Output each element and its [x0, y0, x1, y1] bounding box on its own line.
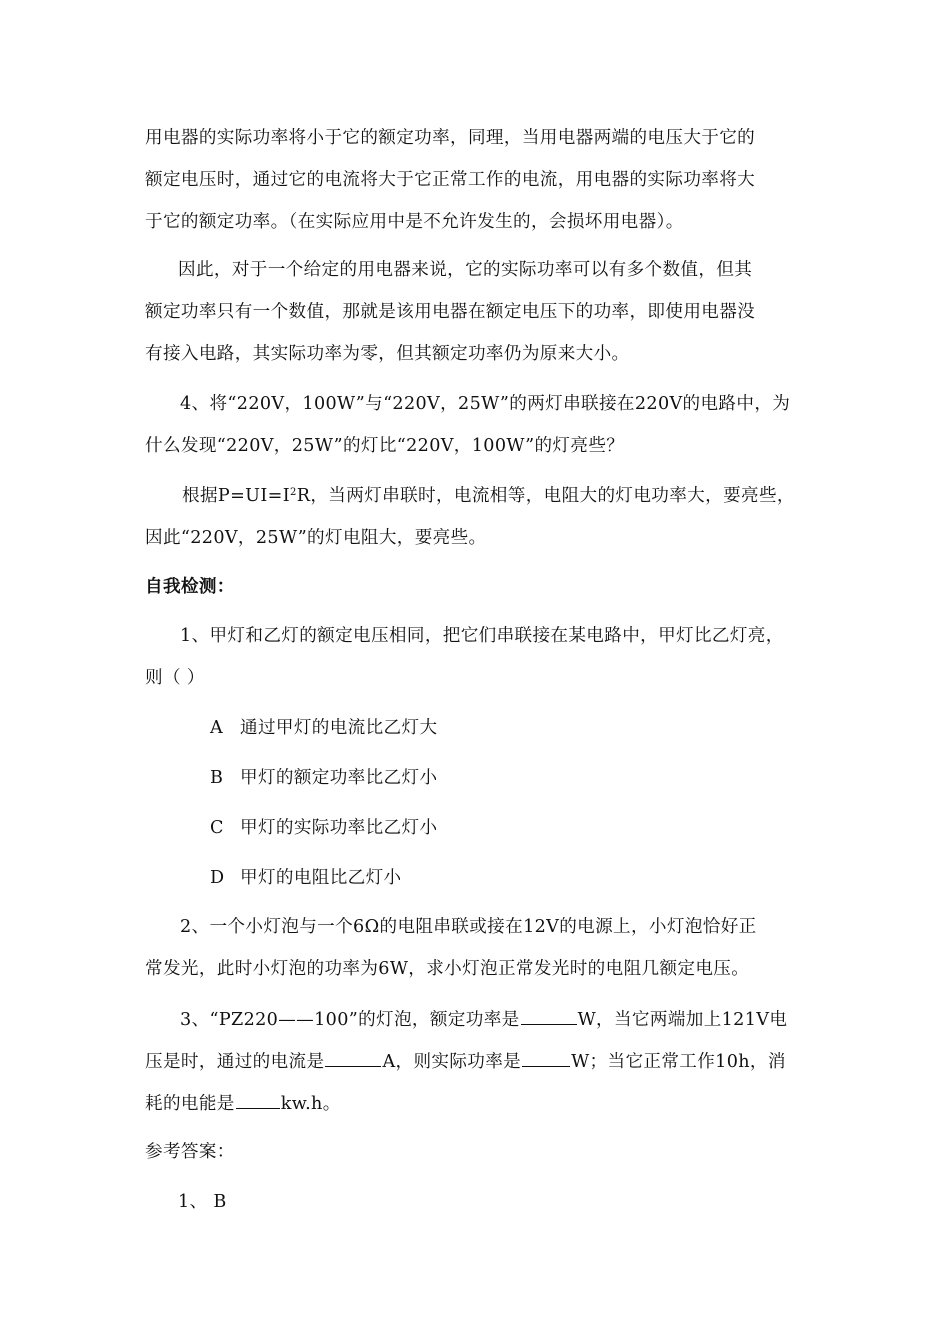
- option-d: D 甲灯的电阻比乙灯小: [210, 868, 402, 888]
- answers-heading: 参考答案：: [145, 1142, 235, 1162]
- fill-blank[interactable]: [522, 1049, 570, 1067]
- self-check-q2-line: 2、一个小灯泡与一个6Ω的电阻串联或接在12V的电源上，小灯泡恰好正: [180, 917, 757, 937]
- answer-1: 1、 B: [178, 1192, 227, 1212]
- option-c: C 甲灯的实际功率比乙灯小: [210, 818, 438, 838]
- paragraph-line: 额定功率只有一个数值，那就是该用电器在额定电压下的功率，即使用电器没: [145, 302, 756, 322]
- question-4-line: 4、将“220V，100W”与“220V，25W”的两灯串联接在220V的电路中，为: [180, 394, 791, 414]
- question-4-line: 什么发现“220V，25W”的灯比“220V，100W”的灯亮些？: [145, 436, 625, 456]
- self-check-q3-line: 3、“PZ220——100”的灯泡，额定功率是 W，当它两端加上121V电: [180, 1007, 850, 1032]
- paragraph-line: 额定电压时，通过它的电流将大于它正常工作的电流，用电器的实际功率将大: [145, 170, 756, 190]
- self-check-heading: 自我检测：: [145, 576, 235, 597]
- fill-blank[interactable]: [521, 1007, 577, 1025]
- paragraph-line: 用电器的实际功率将小于它的额定功率，同理，当用电器两端的电压大于它的: [145, 128, 756, 148]
- paragraph-line: 于它的额定功率。（在实际应用中是不允许发生的，会损坏用电器）。: [145, 212, 684, 232]
- self-check-q1-line: 则（ ）: [145, 668, 205, 688]
- fill-blank[interactable]: [236, 1091, 280, 1109]
- paragraph-line: 因此，对于一个给定的用电器来说，它的实际功率可以有多个数值，但其: [178, 260, 753, 280]
- answer-4-line: 因此“220V，25W”的灯电阻大，要亮些。: [145, 528, 487, 548]
- self-check-q1-line: 1、甲灯和乙灯的额定电压相同，把它们串联接在某电路中，甲灯比乙灯亮，: [180, 626, 784, 646]
- self-check-q2-line: 常发光，此时小灯泡的功率为6W，求小灯泡正常发光时的电阻几额定电压。: [145, 959, 750, 979]
- self-check-q3-line: 耗的电能是 kw.h。: [145, 1091, 815, 1116]
- fill-blank[interactable]: [325, 1049, 381, 1067]
- option-a: A 通过甲灯的电流比乙灯大: [210, 718, 438, 738]
- option-b: B 甲灯的额定功率比乙灯小: [210, 768, 438, 788]
- paragraph-line: 有接入电路，其实际功率为零，但其额定功率仍为原来大小。: [145, 344, 630, 364]
- answer-4-line: 根据$P=UI=I^2R$，当两灯串联时，电流相等，电阻大的灯电功率大，要亮些，: [182, 486, 795, 506]
- self-check-q3-line: 压是时，通过的电流是 A，则实际功率是 W；当它正常工作10h，消: [145, 1049, 815, 1074]
